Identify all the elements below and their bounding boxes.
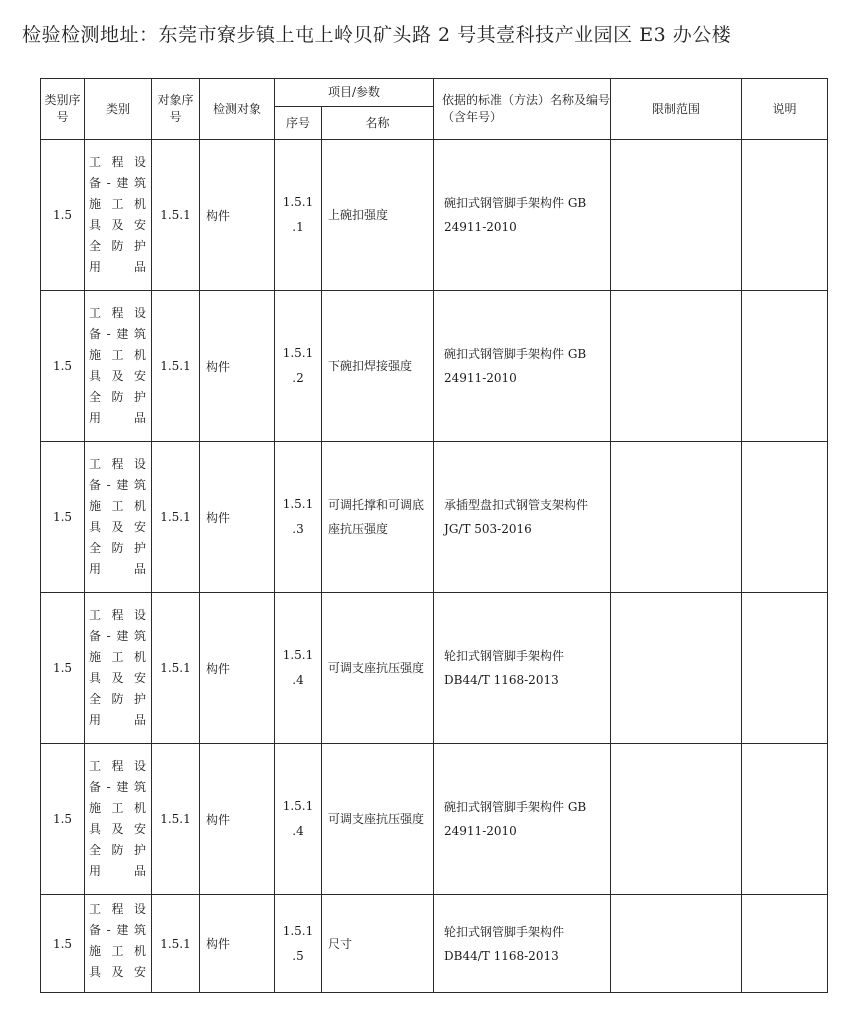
note-cell [742,140,828,291]
category-line: 施工机 [89,499,147,513]
standard-code: DB44/T 1168-2013 [444,673,559,687]
category-cell [85,291,152,442]
item-seq-line: .1 [292,220,304,234]
category-line: 全防护 [89,692,147,706]
category-line: 工程设 [89,457,147,471]
standard-cell [434,442,611,593]
category-line: 工程设 [89,306,147,320]
header-item-name: 名称 [322,107,434,140]
category-line: 工程设 [89,608,147,622]
category-line: 施工机 [89,348,147,362]
category-line: 具及安 [89,671,147,685]
category-cell [85,744,152,895]
limit-cell [611,593,742,744]
standard-cell [434,744,611,895]
limit-cell [611,291,742,442]
category-seq-cell: 1.5 [41,895,85,993]
category-line: 全防护 [89,843,147,857]
limit-cell [611,442,742,593]
category-seq-cell: 1.5 [41,744,85,895]
item-seq-line: 1.5.1 [282,799,314,813]
table-row [41,593,828,744]
category-line: 具及安 [89,520,147,534]
item-seq-line: 1.5.1 [282,923,314,938]
standard-cell [434,291,611,442]
category-line: 工程设 [89,155,147,169]
header-item-param: 项目/参数 [275,79,434,107]
table-body [41,140,828,993]
object-seq-cell: 1.5.1 [152,291,200,442]
category-line: 具及安 [89,218,147,232]
standard-name: 轮扣式钢管脚手架构件 [444,649,565,663]
header-object-seq: 对象序号 [152,79,200,140]
table-row [41,442,828,593]
standard-cell [434,140,611,291]
category-line: 全防护 [89,390,147,404]
standard-code: 24911-2010 [444,824,517,838]
object-cell: 构件 [200,744,275,895]
standard-name: 碗扣式钢管脚手架构件 GB [444,800,587,814]
category-line: 备-建筑 [89,176,147,190]
category-line: 用品 [89,713,147,727]
object-seq-cell: 1.5.1 [152,895,200,993]
standard-cell [434,593,611,744]
object-cell: 构件 [200,895,275,993]
accreditation-scope-table [40,78,828,993]
category-line: 工程设 [89,759,147,773]
category-line: 备-建筑 [89,923,147,937]
item-seq-line: 1.5.1 [282,195,314,209]
limit-cell [611,744,742,895]
item-seq-cell [275,593,322,744]
object-cell: 构件 [200,140,275,291]
table-row [41,291,828,442]
category-line: 具及安 [89,369,147,383]
note-cell [742,744,828,895]
category-line: 备-建筑 [89,780,147,794]
object-cell: 构件 [200,442,275,593]
item-seq-cell [275,291,322,442]
item-seq-cell [275,744,322,895]
category-seq-cell: 1.5 [41,291,85,442]
category-line: 用品 [89,411,147,425]
table-row [41,744,828,895]
item-name-cell: 尺寸 [322,895,434,993]
standard-name: 碗扣式钢管脚手架构件 GB [444,196,587,210]
standard-code: 24911-2010 [444,220,517,234]
category-seq-cell: 1.5 [41,140,85,291]
note-cell [742,442,828,593]
object-seq-cell: 1.5.1 [152,593,200,744]
item-seq-line: .4 [292,673,304,687]
object-seq-cell: 1.5.1 [152,744,200,895]
category-line: 工程设 [89,902,147,916]
header-standard: 依据的标准（方法）名称及编号（含年号） [434,79,611,140]
item-name-cell: 可调托撑和可调底座抗压强度 [322,442,434,593]
category-line: 备-建筑 [89,327,147,341]
limit-cell [611,895,742,993]
header-category-seq: 类别序号 [41,79,85,140]
category-line: 备-建筑 [89,478,147,492]
category-line: 施工机 [89,944,147,958]
category-line: 施工机 [89,650,147,664]
item-seq-cell [275,140,322,291]
note-cell [742,291,828,442]
header-object: 检测对象 [200,79,275,140]
category-line: 用品 [89,864,147,878]
standard-code: 24911-2010 [444,371,517,385]
item-name-cell: 可调支座抗压强度 [322,593,434,744]
item-seq-cell [275,895,322,993]
header-limit: 限制范围 [611,79,742,140]
category-line: 施工机 [89,197,147,211]
category-line: 用品 [89,562,147,576]
object-cell: 构件 [200,291,275,442]
standard-cell [434,895,611,993]
item-seq-line: .5 [292,948,304,963]
category-line: 备-建筑 [89,629,147,643]
category-cell [85,895,152,993]
standard-code: JG/T 503-2016 [444,522,532,536]
table-row [41,140,828,291]
header-item-seq: 序号 [275,107,322,140]
category-cell [85,593,152,744]
standard-name: 轮扣式钢管脚手架构件 [444,924,565,939]
category-cell [85,140,152,291]
standard-name: 承插型盘扣式钢管支架构件 [444,498,589,512]
category-line: 全防护 [89,541,147,555]
header-note: 说明 [742,79,828,140]
item-name-cell: 上碗扣强度 [322,140,434,291]
category-line: 具及安 [89,822,147,836]
category-seq-cell: 1.5 [41,593,85,744]
item-name-cell: 可调支座抗压强度 [322,744,434,895]
limit-cell [611,140,742,291]
item-seq-line: 1.5.1 [282,346,314,360]
note-cell [742,593,828,744]
item-seq-line: .2 [292,371,304,385]
category-line: 具及安 [89,965,147,979]
item-seq-line: .4 [292,824,304,838]
table-row [41,895,828,993]
category-seq-cell: 1.5 [41,442,85,593]
category-line: 用品 [89,260,147,274]
item-seq-line: 1.5.1 [282,648,314,662]
category-line: 全防护 [89,239,147,253]
standard-name: 碗扣式钢管脚手架构件 GB [444,347,587,361]
category-line: 施工机 [89,801,147,815]
item-seq-cell [275,442,322,593]
category-cell [85,442,152,593]
item-name-cell: 下碗扣焊接强度 [322,291,434,442]
item-seq-line: 1.5.1 [282,497,314,511]
standard-code: DB44/T 1168-2013 [444,948,559,963]
header-category: 类别 [85,79,152,140]
object-seq-cell: 1.5.1 [152,140,200,291]
item-seq-line: .3 [292,522,304,536]
object-cell: 构件 [200,593,275,744]
object-seq-cell: 1.5.1 [152,442,200,593]
inspection-address: 检验检测地址：东莞市寮步镇上屯上岭贝矿头路 2 号其壹科技产业园区 E3 办公楼 [22,24,732,46]
note-cell [742,895,828,993]
